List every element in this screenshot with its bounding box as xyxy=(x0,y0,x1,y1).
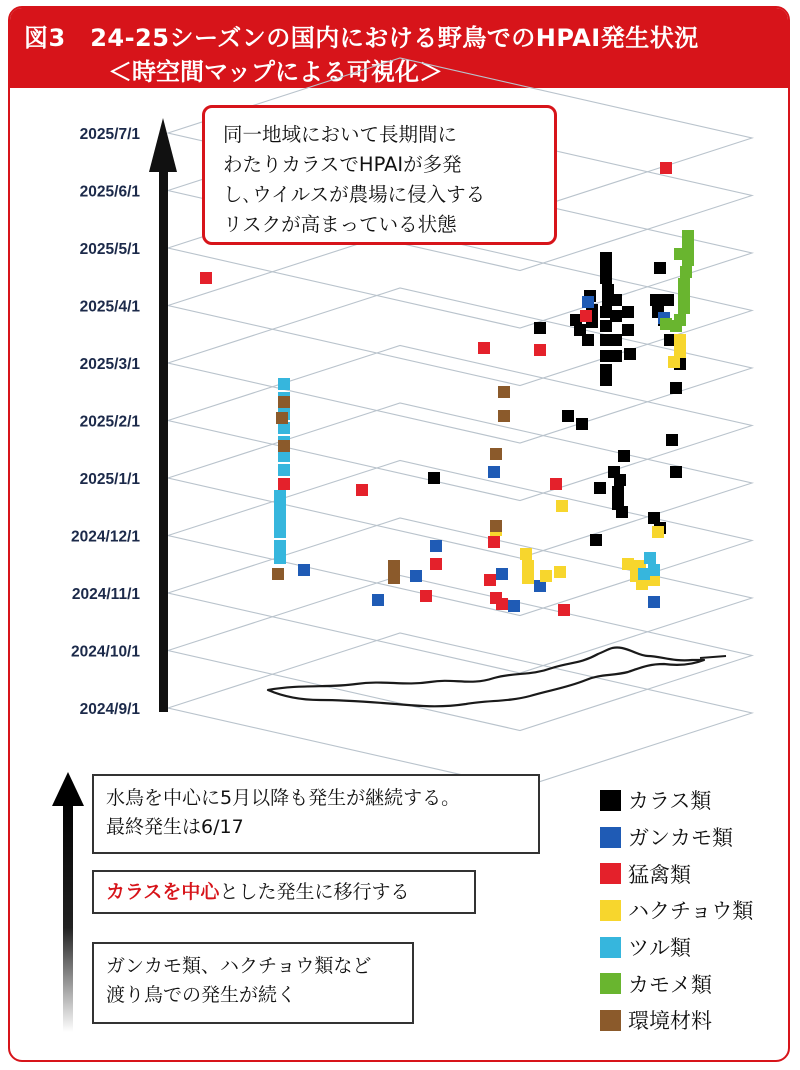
japan-map-outline xyxy=(268,647,704,706)
figure-subtitle: ＜時空間マップによる可視化＞ xyxy=(108,58,444,86)
data-point xyxy=(670,382,682,394)
legend-item xyxy=(600,1002,753,1039)
data-point xyxy=(388,572,400,584)
data-point xyxy=(388,560,400,572)
japan-map-northern-islands xyxy=(700,656,726,658)
data-point xyxy=(616,506,628,518)
data-point xyxy=(278,396,290,408)
data-point xyxy=(430,540,442,552)
y-tick-label: 2024/9/1 xyxy=(79,701,140,718)
data-point xyxy=(648,596,660,608)
data-point xyxy=(520,548,532,560)
data-point xyxy=(298,564,310,576)
data-point xyxy=(644,552,656,564)
data-point xyxy=(660,318,672,330)
note-shift-to-crows xyxy=(92,870,476,914)
time-plane xyxy=(168,633,752,788)
data-point xyxy=(534,344,546,356)
time-plane xyxy=(168,231,752,386)
data-point xyxy=(678,290,690,302)
legend-swatch xyxy=(600,1010,621,1031)
legend-item xyxy=(600,782,753,819)
data-point xyxy=(274,502,286,514)
data-point xyxy=(490,448,502,460)
data-point xyxy=(610,310,622,322)
data-point xyxy=(428,472,440,484)
data-point xyxy=(600,374,612,386)
data-point xyxy=(488,466,500,478)
data-point xyxy=(200,272,212,284)
data-point xyxy=(668,356,680,368)
note-waterbirds-continue: 水鳥を中心に5月以降も発生が継続する。 最終発生は6/17 xyxy=(92,774,540,854)
time-plane xyxy=(168,403,752,558)
data-point xyxy=(550,478,562,490)
legend-label: カラス類 xyxy=(628,789,712,814)
y-tick-label: 2025/6/1 xyxy=(79,183,140,201)
data-point xyxy=(278,464,290,476)
data-point xyxy=(624,348,636,360)
data-point xyxy=(600,272,612,284)
legend-label: ツル類 xyxy=(628,936,691,961)
legend-label: カモメ類 xyxy=(628,972,712,997)
legend-label: ハクチョウ類 xyxy=(628,899,754,924)
legend-swatch xyxy=(600,863,621,884)
data-point xyxy=(356,484,368,496)
data-point xyxy=(622,306,634,318)
data-point xyxy=(612,486,624,498)
data-point xyxy=(556,500,568,512)
legend-item xyxy=(600,929,753,966)
data-point xyxy=(420,590,432,602)
data-point xyxy=(678,302,690,314)
data-point xyxy=(540,570,552,582)
data-point xyxy=(580,310,592,322)
data-point xyxy=(576,418,588,430)
phase-arrow-head xyxy=(52,772,84,806)
time-plane xyxy=(168,518,752,673)
data-point xyxy=(490,520,502,532)
data-point xyxy=(372,594,384,606)
y-tick-label: 2024/10/1 xyxy=(71,643,140,661)
y-tick-label: 2024/11/1 xyxy=(71,586,140,603)
data-point xyxy=(484,574,496,586)
data-point xyxy=(660,162,672,174)
data-point xyxy=(652,526,664,538)
data-point xyxy=(498,386,510,398)
data-point xyxy=(610,334,622,346)
data-point xyxy=(618,450,630,462)
data-point xyxy=(276,412,288,424)
legend-swatch xyxy=(600,827,621,848)
data-point xyxy=(638,568,650,580)
data-point xyxy=(496,598,508,610)
legend-item xyxy=(600,819,753,856)
data-point xyxy=(558,604,570,616)
data-point xyxy=(622,558,634,570)
data-point xyxy=(522,560,534,572)
data-point xyxy=(594,482,606,494)
data-point xyxy=(662,294,674,306)
y-tick-label: 2025/7/1 xyxy=(79,126,140,143)
legend-item xyxy=(600,855,753,892)
data-point xyxy=(650,294,662,306)
figure-title: 図3 24-25シーズンの国内における野鳥でのHPAI発生状況 xyxy=(24,24,699,52)
legend-label: ガンカモ類 xyxy=(628,826,733,851)
data-point xyxy=(488,536,500,548)
data-point xyxy=(582,334,594,346)
data-point xyxy=(534,322,546,334)
y-tick-label: 2024/12/1 xyxy=(71,528,140,546)
data-point xyxy=(496,568,508,580)
data-point xyxy=(274,526,286,538)
y-tick-label: 2025/2/1 xyxy=(79,413,140,431)
time-plane xyxy=(168,576,752,731)
data-point xyxy=(272,568,284,580)
data-point xyxy=(554,566,566,578)
legend-swatch xyxy=(600,973,621,994)
data-point xyxy=(674,248,686,260)
legend-item xyxy=(600,892,753,929)
data-point xyxy=(670,466,682,478)
data-point xyxy=(430,558,442,570)
legend-swatch xyxy=(600,900,621,921)
legend-swatch xyxy=(600,937,621,958)
data-point xyxy=(678,278,690,290)
time-plane xyxy=(168,346,752,501)
data-point xyxy=(582,296,594,308)
data-point xyxy=(562,410,574,422)
time-plane xyxy=(168,288,752,443)
legend-swatch xyxy=(600,790,621,811)
data-point xyxy=(478,342,490,354)
note-migratory-birds: ガンカモ類、ハクチョウ類など 渡り鳥での発生が続く xyxy=(92,942,414,1024)
legend-label: 猛禽類 xyxy=(628,862,691,887)
data-point xyxy=(278,378,290,390)
data-point xyxy=(410,570,422,582)
y-tick-label: 2025/3/1 xyxy=(79,356,140,373)
note-highlight: カラスを中心 xyxy=(106,881,220,903)
legend-item xyxy=(600,965,753,1002)
data-point xyxy=(274,490,286,502)
note-text: とした発生に移行する xyxy=(219,881,410,903)
data-point xyxy=(610,350,622,362)
y-tick-label: 2025/5/1 xyxy=(79,241,140,258)
y-tick-label: 2025/1/1 xyxy=(79,471,140,488)
time-axis-arrowhead xyxy=(149,118,177,172)
data-point xyxy=(680,266,692,278)
time-axis-shaft xyxy=(159,168,168,712)
legend xyxy=(600,782,753,1039)
data-point xyxy=(508,600,520,612)
data-point xyxy=(610,294,622,306)
data-point xyxy=(498,410,510,422)
y-tick-label: 2025/4/1 xyxy=(79,298,140,316)
data-point xyxy=(522,572,534,584)
data-point xyxy=(654,262,666,274)
data-point xyxy=(274,514,286,526)
data-point xyxy=(278,440,290,452)
data-point xyxy=(278,478,290,490)
data-point xyxy=(666,434,678,446)
legend-label: 環境材料 xyxy=(628,1009,712,1034)
data-point xyxy=(614,474,626,486)
data-point xyxy=(622,324,634,336)
data-point xyxy=(682,230,694,242)
data-point xyxy=(674,334,686,346)
time-plane xyxy=(168,461,752,616)
data-point xyxy=(274,552,286,564)
data-point xyxy=(274,540,286,552)
phase-arrow-shaft xyxy=(63,800,73,1032)
data-point xyxy=(590,534,602,546)
callout-crow-risk: 同一地域において長期間に わたりカラスでHPAIが多発 し､ウイルスが農場に侵入する リスクが高まっている状態 xyxy=(202,105,557,245)
